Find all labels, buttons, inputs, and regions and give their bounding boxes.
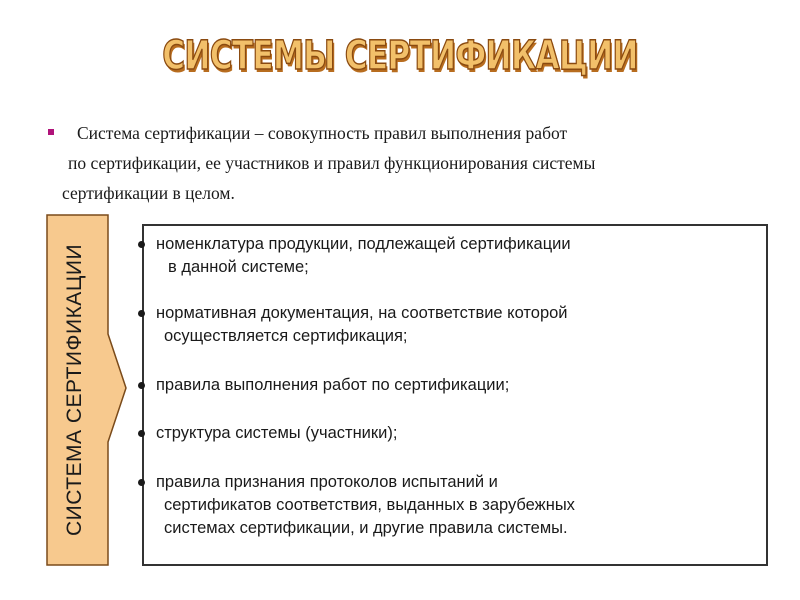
bullet-dot-icon [138, 430, 145, 437]
intro-line-1: Система сертификации – совокупность правил выполнения работ [77, 123, 568, 143]
list-item-text-cont: сертификатов соответствия, выданных в зарубежных [164, 496, 575, 514]
list-item-text: нормативная документация, на соответствие которой [156, 304, 568, 322]
intro-line-2: по сертификации, ее участников и правил функционирования системы [68, 153, 596, 173]
bullet-dot-icon [138, 479, 145, 486]
list-item-text-cont: в данной системе; [168, 258, 309, 276]
list-item-text-cont: осуществляется сертификация; [164, 327, 408, 345]
list-item-text: правила выполнения работ по сертификации; [156, 376, 510, 394]
list-item-text: правила признания протоколов испытаний и [156, 473, 498, 491]
slide-title: СИСТЕМЫ СЕРТИФИКАЦИИ [162, 33, 638, 79]
list-item-text-cont: системах сертификации, и другие правила системы. [164, 519, 568, 537]
list-item-text: номенклатура продукции, подлежащей сертификации [156, 235, 571, 253]
side-label-text: СИСТЕМА СЕРТИФИКАЦИИ [63, 243, 87, 537]
list-item-text: структура системы (участники); [156, 424, 398, 442]
bullet-dot-icon [138, 310, 145, 317]
intro-line-3: сертификации в целом. [62, 183, 235, 203]
bullet-dot-icon [138, 241, 145, 248]
bullet-dot-icon [138, 382, 145, 389]
side-label [52, 214, 98, 566]
components-box [142, 224, 768, 566]
square-bullet-icon [48, 129, 54, 135]
